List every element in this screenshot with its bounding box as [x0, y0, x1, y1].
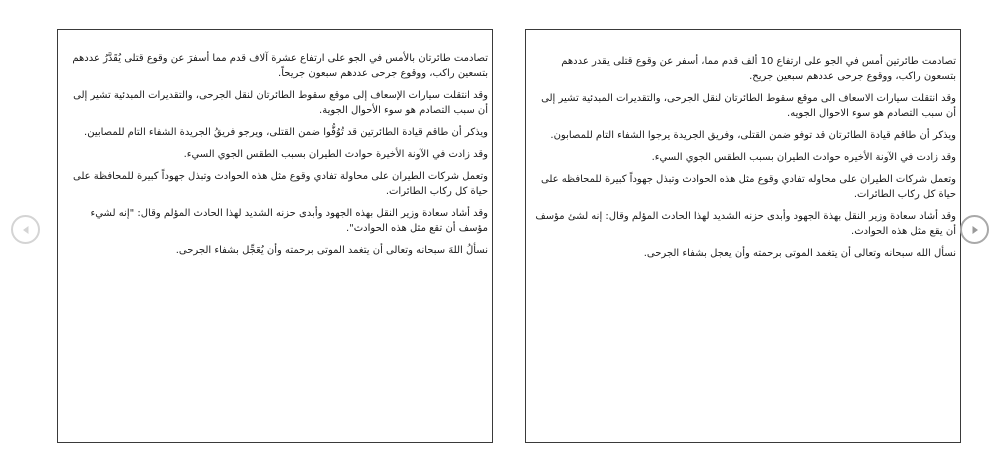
right-paragraph-2: وقد انتقلت سيارات الاسعاف الى موقع سقوط الطائرتان لنقل الجرحى، والتقديرات المبدئية تشير إلى أن سبب التصادم هو سوء الاحوال الجويه. — [541, 93, 956, 119]
right-paragraph-6: وقد أشاد سعادة وزير النقل بهذة الجهود وأبدى حزنه الشديد لهذا الحادث المؤلم وقال: إنه لشئ مؤسف أن يقع مثل هذه الحوادث. — [535, 211, 956, 237]
previous-slide-button[interactable] — [11, 215, 40, 244]
right-paragraph-7: نسأل الله سبحانه وتعالى أن يتغمد الموتى برحمته وأن يعجل بشفاء الجرحى. — [643, 248, 956, 259]
next-slide-button[interactable] — [960, 215, 989, 244]
right-text-panel — [525, 29, 961, 443]
left-paragraph-2: وقد انتقلت سيارات الإسعاف إلى موقع سقوط الطائرتان لنقل الجرحى، والتقديرات المبدئية تشير إلى أن سبب التصادم هو سوء الأحوال الجوية. — [73, 90, 488, 116]
left-paragraph-5: وتعمل شركات الطيران على محاولة تفادي وقوع مثل هذه الحوادث وتبذل جهوداً كبيرة للمحافظة على حياة كل ركاب الطائرات. — [73, 171, 488, 197]
left-paragraph-4: وقد زادت في الآونة الأخيرة حوادث الطيران بسبب الطقس الجوي السيء. — [183, 149, 488, 160]
right-paragraph-5: وتعمل شركات الطيران على محاوله تفادي وقوع مثل هذه الحوادث وتبذل جهوداً كبيرة للمحافظه على حياة كل ركاب الطائرات. — [541, 174, 956, 200]
right-paragraph-4: وقد زادت في الآونة الأخيره حوادث الطيران بسبب الطقس الجوي السيء. — [651, 152, 956, 163]
left-text-panel — [57, 29, 493, 443]
left-paragraph-7: نسألُ اللهَ سبحانه وتعالى أن يتغمد الموتى برحمته وأن يُعَجِّل بشفاء الجرحى. — [175, 245, 488, 256]
left-paragraph-6: وقد أشاد سعادة وزير النقل بهذه الجهود وأبدى حزنه الشديد لهذا الحادث المؤلم وقال: "إنه لشيء مؤسف أن تقع مثل هذه الحوادث". — [90, 208, 488, 234]
left-paragraph-3: ويذكر أن طاقم قيادة الطائرتين قد تُوُفُّوا ضمن القتلى، ويرجو فريقُ الجريدة الشفاء التام للمصابين. — [84, 127, 488, 138]
right-article-text — [526, 30, 960, 261]
chevron-left-icon — [20, 224, 32, 236]
chevron-right-icon — [969, 224, 981, 236]
right-paragraph-1: تصادمت طائرتين أمس في الجو على ارتفاع 10 ألف قدم مما، أسفر عن وقوع قتلى يقدر عددهم بتسعون راكب، ووقوع جرحى عددهم سبعين جريح. — [561, 56, 956, 82]
left-paragraph-1: تصادمت طائرتان بالأمس في الجو على ارتفاع عشرة آلاف قدم مما أسفرَ عن وقوع قتلى يُقَدَّرُ عددهم بتسعين راكب، ووقوع جرحى عددهم سبعون جريحاً. — [72, 53, 488, 79]
left-article-text — [58, 30, 492, 258]
right-paragraph-3: ويذكر أن طاقم قيادة الطائرتان قد توفو ضمن القتلى، وفريق الجريدة يرجوا الشفاء التام للمصابون. — [550, 130, 956, 141]
